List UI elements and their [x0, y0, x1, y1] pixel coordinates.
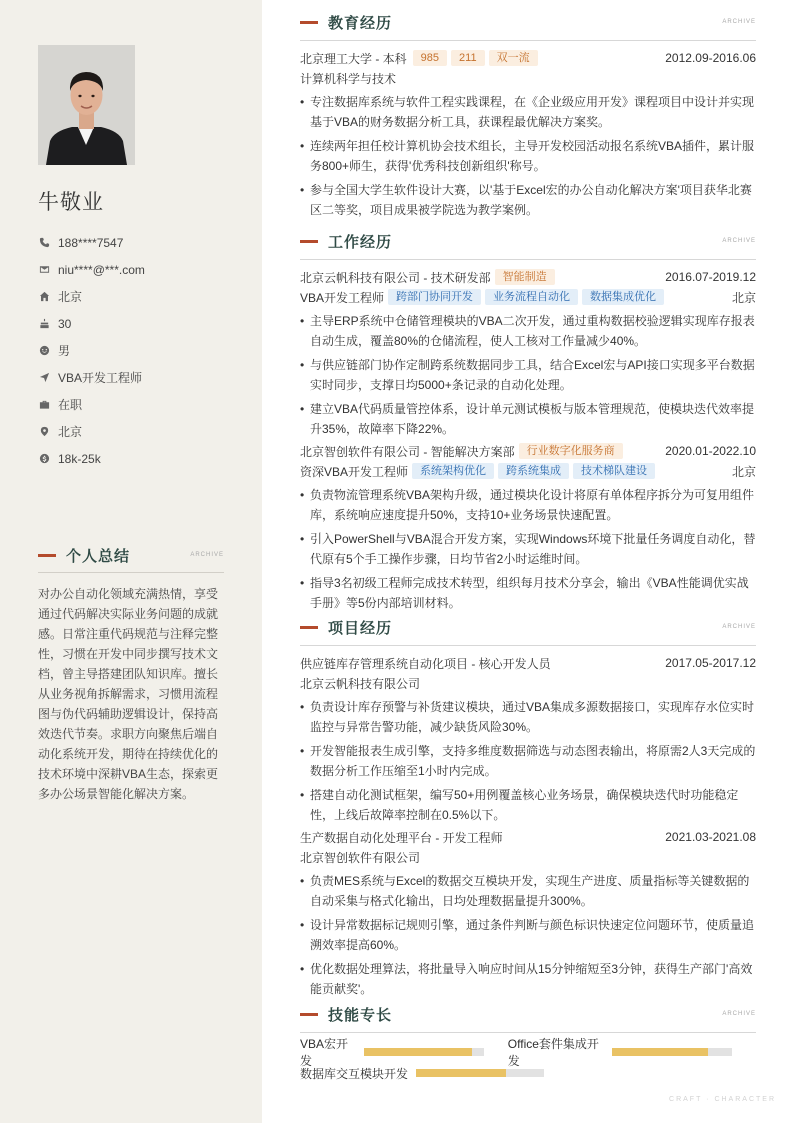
list-item: • 负责物流管理系统VBA架构升级，通过模块化设计将原有单体程序拆分为可复用组件库，系统响应速度提升50%，支持10+业务场景快速配置。: [300, 485, 756, 525]
job-bullets: [300, 311, 756, 439]
section-accent-bar: [300, 1013, 318, 1016]
skills-row: [300, 1037, 756, 1068]
skills-title: 技能专长: [328, 1006, 393, 1024]
archive-label: ARCHIVE: [722, 1011, 756, 1017]
location-item: [38, 283, 238, 310]
project-company-row: [300, 673, 756, 693]
skill-name: VBA宏开发: [300, 1037, 349, 1068]
age-item: [38, 310, 238, 337]
summary-text: 对办公自动化领域充满热情，享受通过代码解决实际业务问题的成就感。日常注重代码规范与注释完整性，习惯在开发中同步撰写技术文档，曾主导搭建团队知识库。擅长从业务视角拆解需求，习惯用流程图与伪代码辅助逻辑设计，保持高效迭代节奏。求职方向聚焦后端自动化系统开发，期待在持续优化的技术环境中深耕VBA生态，探索更多办公场景智能化解决方案。: [38, 587, 219, 801]
education-title: 教育经历: [328, 14, 393, 32]
industry-tag: 智能制造: [495, 269, 555, 285]
archive-label: ARCHIVE: [722, 238, 756, 244]
target-city-text: 北京: [58, 425, 83, 439]
job-period: 2016.07-2019.12: [665, 270, 756, 284]
summary-title: 个人总结: [66, 547, 131, 565]
gender-item: [38, 337, 238, 364]
job-city: 北京: [731, 290, 756, 305]
job-entry: [300, 441, 756, 613]
project-entry: [300, 653, 756, 825]
list-item: • 主导ERP系统中仓储管理模块的VBA二次开发，通过重构数据校验逻辑实现库存报表自动生成，覆盖80%的仓储流程，使人工核对工作量减少40%。: [300, 311, 756, 351]
company-name: 北京智创软件有限公司 - 智能解决方案部: [300, 444, 515, 459]
age-text: 30: [58, 316, 72, 331]
salary-text: 18k-25k: [58, 451, 101, 466]
skill-level-fill: [364, 1048, 472, 1056]
contact-info-list: [38, 229, 238, 472]
school-name: 北京理工大学 - 本科: [300, 51, 407, 66]
salary-item: [38, 445, 238, 472]
project-name: 生产数据自动化处理平台 - 开发工程师: [300, 830, 503, 845]
education-period: 2012.09-2016.06: [665, 51, 756, 65]
job-role-row: [300, 461, 756, 481]
work-header: [300, 229, 756, 253]
work-section: [300, 229, 756, 613]
section-accent-bar: [300, 626, 318, 629]
email-text: niu****@***.com: [58, 262, 145, 277]
skill-level-bar: [612, 1048, 732, 1056]
candidate-name: 牛敬业: [38, 191, 104, 214]
skill-level-fill: [612, 1048, 708, 1056]
industry-tag: 行业数字化服务商: [519, 443, 623, 459]
section-divider: [38, 572, 224, 573]
job-title-text: VBA开发工程师: [58, 371, 143, 385]
education-bullets: [300, 92, 756, 220]
home-icon: [38, 291, 50, 303]
status-item: [38, 391, 238, 418]
phone-item: [38, 229, 238, 256]
archive-label: ARCHIVE: [190, 552, 224, 558]
project-company: 北京云帆科技有限公司: [300, 676, 421, 691]
skills-list: [300, 1037, 756, 1082]
skill-level-bar: [416, 1069, 544, 1077]
education-school-row: [300, 48, 756, 68]
projects-title: 项目经历: [328, 619, 393, 637]
map-pin-icon: [38, 426, 50, 438]
list-item: • 负责设计库存预警与补货建议模块，通过VBA集成多源数据接口，实现库存水位实时监控与异常告警功能，减少缺货风险30%。: [300, 697, 756, 737]
section-divider: [300, 1032, 756, 1033]
cake-icon: [38, 318, 50, 330]
watermark: CRAFT · CHARACTER: [669, 1096, 776, 1103]
major-text: 计算机科学与技术: [300, 71, 397, 86]
job-role: 资深VBA开发工程师: [300, 464, 409, 479]
phone-icon: [38, 237, 50, 249]
education-header: [300, 10, 756, 34]
list-item: • 建立VBA代码质量管控体系，设计单元测试模板与版本管理规范，使模块迭代效率提升35%，故障率下降22%。: [300, 399, 756, 439]
archive-label: ARCHIVE: [722, 624, 756, 630]
profile-photo: [38, 45, 135, 165]
mail-icon: [38, 264, 50, 276]
skill-tag: 技术梯队建设: [573, 463, 655, 479]
education-major-row: [300, 68, 756, 88]
work-title: 工作经历: [328, 233, 393, 251]
school-tag: 211: [451, 50, 485, 66]
phone-text: 188****7547: [58, 235, 124, 250]
job-entry: [300, 267, 756, 439]
job-period: 2020.01-2022.10: [665, 444, 756, 458]
project-bullets: [300, 697, 756, 825]
skill-name: Office套件集成开发: [507, 1037, 599, 1068]
list-item: • 与供应链部门协作定制跨系统数据同步工具，结合Excel宏与API接口实现多平台数据实时同步，支撑日均5000+条记录的自动化处理。: [300, 355, 756, 395]
project-period: 2017.05-2017.12: [665, 656, 756, 670]
job-title-item: [38, 364, 238, 391]
job-company-row: [300, 267, 756, 287]
sidebar: [0, 0, 262, 1123]
skills-section: [300, 1002, 756, 1085]
skill-tag: 跨部门协同开发: [388, 289, 481, 305]
education-section: [300, 10, 756, 220]
job-role-row: [300, 287, 756, 307]
project-company: 北京智创软件有限公司: [300, 850, 421, 865]
target-city-item: [38, 418, 238, 445]
money-icon: [38, 453, 50, 465]
section-accent-bar: [300, 240, 318, 243]
project-company-row: [300, 847, 756, 867]
section-accent-bar: [38, 554, 56, 557]
projects-header: [300, 615, 756, 639]
skill-level-bar: [364, 1048, 484, 1056]
project-name-row: [300, 827, 756, 847]
project-bullets: [300, 871, 756, 999]
section-accent-bar: [300, 21, 318, 24]
list-item: • 连续两年担任校计算机协会技术组长，主导开发校园活动报名系统VBA插件，累计服务800+师生，获得'优秀科技创新组织'称号。: [300, 136, 756, 176]
projects-section: [300, 615, 756, 999]
skill-tag: 跨系统集成: [498, 463, 569, 479]
smiley-icon: [38, 345, 50, 357]
list-item: • 开发智能报表生成引擎，支持多维度数据筛选与动态图表输出，将原需2人3天完成的数据分析工作压缩至1小时内完成。: [300, 741, 756, 781]
portrait-illustration: [38, 45, 135, 165]
job-company-row: [300, 441, 756, 461]
company-name: 北京云帆科技有限公司 - 技术研发部: [300, 270, 491, 285]
list-item: • 搭建自动化测试框架，编写50+用例覆盖核心业务场景，确保模块迭代时功能稳定性，上线后故障率控制在0.5%以下。: [300, 785, 756, 825]
project-name-row: [300, 653, 756, 673]
list-item: • 专注数据库系统与软件工程实践课程，在《企业级应用开发》课程项目中设计并实现基于VBA的财务数据分析工具，获课程最优解决方案奖。: [300, 92, 756, 132]
archive-label: ARCHIVE: [722, 19, 756, 25]
list-item: • 参与全国大学生软件设计大赛，以'基于Excel宏的办公自动化解决方案'项目获华北赛区二等奖，项目成果被学院选为教学案例。: [300, 180, 756, 220]
school-tag: 双一流: [489, 50, 538, 66]
email-item: [38, 256, 238, 283]
job-city: 北京: [731, 464, 756, 479]
project-entry: [300, 827, 756, 999]
list-item: • 设计异常数据标记规则引擎，通过条件判断与颜色标识快速定位问题环节，使质量追溯效率提高60%。: [300, 915, 756, 955]
skill-level-fill: [416, 1069, 506, 1077]
gender-text: 男: [58, 344, 71, 358]
summary-section: [38, 543, 224, 804]
school-tag: 985: [413, 50, 447, 66]
section-divider: [300, 259, 756, 260]
section-divider: [300, 645, 756, 646]
list-item: • 指导3名初级工程师完成技术转型，组织每月技术分享会，输出《VBA性能调优实战手册》等5份内部培训材料。: [300, 573, 756, 613]
list-item: • 引入PowerShell与VBA混合开发方案，实现Windows环境下批量任务调度自动化，替代原有5个手工操作步骤，日均节省2小时运维时间。: [300, 529, 756, 569]
job-bullets: [300, 485, 756, 613]
summary-header: [38, 543, 224, 567]
status-text: 在职: [58, 398, 83, 412]
project-period: 2021.03-2021.08: [665, 830, 756, 844]
skill-tag: 系统架构优化: [412, 463, 494, 479]
briefcase-icon: [38, 399, 50, 411]
location-text: 北京: [58, 290, 83, 304]
skill-tag: 数据集成优化: [582, 289, 664, 305]
job-role: VBA开发工程师: [300, 290, 385, 305]
skill-item: [300, 1065, 544, 1082]
skills-header: [300, 1002, 756, 1026]
send-icon: [38, 372, 50, 384]
skill-name: 数据库交互模块开发: [300, 1066, 409, 1081]
skill-tag: 业务流程自动化: [485, 289, 578, 305]
section-divider: [300, 40, 756, 41]
list-item: • 优化数据处理算法，将批量导入响应时间从15分钟缩短至3分钟，获得生产部门'高效能贡献奖'。: [300, 959, 756, 999]
list-item: • 负责MES系统与Excel的数据交互模块开发，实现生产进度、质量指标等关键数据的自动采集与格式化输出，日均处理数据量提升300%。: [300, 871, 756, 911]
project-name: 供应链库存管理系统自动化项目 - 核心开发人员: [300, 656, 551, 671]
